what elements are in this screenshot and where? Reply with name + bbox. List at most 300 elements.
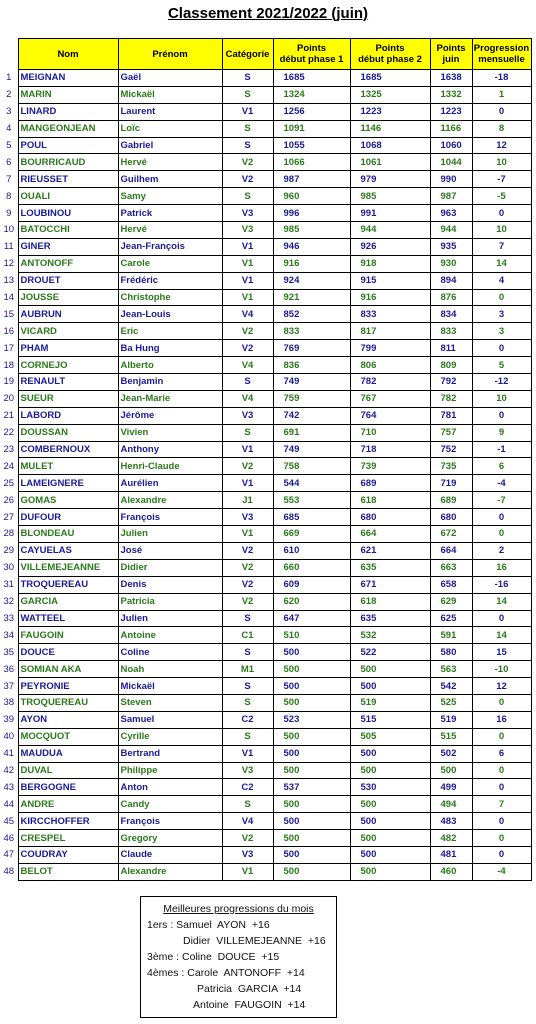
prenom-cell: Julien bbox=[118, 610, 222, 627]
prenom-cell: François bbox=[118, 509, 222, 526]
progression-cell: -5 bbox=[472, 188, 531, 205]
points-phase2-cell: 519 bbox=[350, 694, 430, 711]
points-phase2-cell: 915 bbox=[350, 272, 430, 289]
table-row bbox=[0, 340, 531, 357]
points-juin-cell: 494 bbox=[430, 796, 472, 813]
rank-cell: 12 bbox=[3, 258, 15, 270]
categorie-cell: J1 bbox=[222, 492, 273, 509]
points-phase1-cell: 500 bbox=[273, 678, 350, 695]
points-juin-cell: 1060 bbox=[430, 137, 472, 154]
categorie-cell: V4 bbox=[222, 813, 273, 830]
points-juin-cell: 757 bbox=[430, 424, 472, 441]
points-phase1-cell: 609 bbox=[273, 576, 350, 593]
points-juin-cell: 935 bbox=[430, 238, 472, 255]
nom-cell: POUL bbox=[18, 137, 118, 154]
points-juin-cell: 658 bbox=[430, 576, 472, 593]
rank-cell: 33 bbox=[3, 612, 15, 624]
table-row bbox=[0, 86, 531, 103]
categorie-cell: S bbox=[222, 188, 273, 205]
prenom-cell: Ba Hung bbox=[118, 340, 222, 357]
table-row bbox=[0, 559, 531, 576]
points-phase1-cell: 1055 bbox=[273, 137, 350, 154]
nom-cell: DOUSSAN bbox=[18, 424, 118, 441]
progression-cell: 9 bbox=[472, 424, 531, 441]
prenom-cell: Jean-Louis bbox=[118, 306, 222, 323]
prenom-cell: Gregory bbox=[118, 830, 222, 847]
points-juin-cell: 500 bbox=[430, 762, 472, 779]
table-row bbox=[0, 238, 531, 255]
points-phase2-cell: 505 bbox=[350, 728, 430, 745]
categorie-cell: S bbox=[222, 70, 273, 87]
prenom-cell: Antoine bbox=[118, 627, 222, 644]
prenom-cell: Bertrand bbox=[118, 745, 222, 762]
points-phase2-cell: 918 bbox=[350, 255, 430, 272]
header-progression bbox=[472, 39, 531, 70]
nom-cell: BERGOGNE bbox=[18, 779, 118, 796]
table-row bbox=[0, 103, 531, 120]
points-juin-cell: 591 bbox=[430, 627, 472, 644]
header-phase1-line2: début phase 1 bbox=[279, 54, 344, 65]
points-phase1-cell: 500 bbox=[273, 846, 350, 863]
rank-cell: 48 bbox=[3, 866, 15, 878]
points-phase1-cell: 660 bbox=[273, 559, 350, 576]
points-juin-cell: 987 bbox=[430, 188, 472, 205]
nom-cell: RIEUSSET bbox=[18, 171, 118, 188]
table-row bbox=[0, 542, 531, 559]
points-juin-cell: 563 bbox=[430, 661, 472, 678]
points-phase1-cell: 500 bbox=[273, 762, 350, 779]
nom-cell: MANGEONJEAN bbox=[18, 120, 118, 137]
categorie-cell: V3 bbox=[222, 205, 273, 222]
progression-cell: 14 bbox=[472, 627, 531, 644]
rank-cell: 8 bbox=[6, 190, 12, 202]
rank-cell: 14 bbox=[3, 292, 15, 304]
rank-cell: 15 bbox=[3, 308, 15, 320]
points-phase2-cell: 671 bbox=[350, 576, 430, 593]
rank-cell: 9 bbox=[6, 207, 12, 219]
nom-cell: SOMIAN AKA bbox=[18, 661, 118, 678]
points-juin-cell: 792 bbox=[430, 374, 472, 391]
table-row bbox=[0, 306, 531, 323]
rank-cell: 17 bbox=[3, 342, 15, 354]
prenom-cell: Steven bbox=[118, 694, 222, 711]
points-phase1-cell: 500 bbox=[273, 830, 350, 847]
nom-cell: TROQUEREAU bbox=[18, 694, 118, 711]
points-phase1-cell: 500 bbox=[273, 796, 350, 813]
nom-cell: RENAULT bbox=[18, 374, 118, 391]
rank-cell: 27 bbox=[3, 511, 15, 523]
table-row bbox=[0, 255, 531, 272]
points-juin-cell: 1638 bbox=[430, 70, 472, 87]
points-phase1-cell: 1256 bbox=[273, 103, 350, 120]
rank-cell: 38 bbox=[3, 697, 15, 709]
progression-cell: 8 bbox=[472, 120, 531, 137]
progression-cell: 0 bbox=[472, 205, 531, 222]
rank-cell: 3 bbox=[6, 106, 12, 118]
nom-cell: MULET bbox=[18, 458, 118, 475]
progression-cell: 0 bbox=[472, 509, 531, 526]
points-phase1-cell: 946 bbox=[273, 238, 350, 255]
header-phase2-line1: Points bbox=[375, 43, 405, 54]
nom-cell: MOCQUOT bbox=[18, 728, 118, 745]
prenom-cell: Vivien bbox=[118, 424, 222, 441]
rank-cell: 32 bbox=[3, 596, 15, 608]
table-row bbox=[0, 711, 531, 728]
points-juin-cell: 809 bbox=[430, 357, 472, 374]
points-phase2-cell: 1061 bbox=[350, 154, 430, 171]
progression-cell: -1 bbox=[472, 441, 531, 458]
points-juin-cell: 811 bbox=[430, 340, 472, 357]
points-phase2-cell: 530 bbox=[350, 779, 430, 796]
categorie-cell: S bbox=[222, 610, 273, 627]
table-row bbox=[0, 289, 531, 306]
progression-line: Antoine FAUGOIN +14 bbox=[193, 999, 306, 1011]
prenom-cell: Loïc bbox=[118, 120, 222, 137]
nom-cell: PEYRONIE bbox=[18, 678, 118, 695]
points-juin-cell: 580 bbox=[430, 644, 472, 661]
nom-cell: DOUCE bbox=[18, 644, 118, 661]
table-row bbox=[0, 458, 531, 475]
rank-cell: 24 bbox=[3, 460, 15, 472]
table-row bbox=[0, 745, 531, 762]
points-phase2-cell: 635 bbox=[350, 559, 430, 576]
table-row bbox=[0, 407, 531, 424]
table-row bbox=[0, 492, 531, 509]
points-juin-cell: 519 bbox=[430, 711, 472, 728]
categorie-cell: V1 bbox=[222, 238, 273, 255]
points-phase1-cell: 769 bbox=[273, 340, 350, 357]
header-progression-line2: mensuelle bbox=[478, 54, 525, 65]
points-phase1-cell: 921 bbox=[273, 289, 350, 306]
progression-line: Didier VILLEMEJEANNE +16 bbox=[183, 935, 326, 947]
nom-cell: DROUET bbox=[18, 272, 118, 289]
points-juin-cell: 963 bbox=[430, 205, 472, 222]
prenom-cell: Jean-François bbox=[118, 238, 222, 255]
points-phase2-cell: 1146 bbox=[350, 120, 430, 137]
best-progressions-box bbox=[140, 896, 337, 1018]
progression-cell: 12 bbox=[472, 678, 531, 695]
prenom-cell: Alexandre bbox=[118, 863, 222, 880]
points-phase2-cell: 979 bbox=[350, 171, 430, 188]
categorie-cell: V4 bbox=[222, 357, 273, 374]
prenom-cell: Jean-Marie bbox=[118, 390, 222, 407]
points-phase2-cell: 532 bbox=[350, 627, 430, 644]
rank-cell: 25 bbox=[3, 477, 15, 489]
progression-line: Patricia GARCIA +14 bbox=[197, 983, 302, 995]
header-phase2 bbox=[350, 39, 430, 70]
progression-cell: 14 bbox=[472, 593, 531, 610]
progression-cell: 2 bbox=[472, 542, 531, 559]
rank-cell: 28 bbox=[3, 528, 15, 540]
points-phase2-cell: 500 bbox=[350, 762, 430, 779]
categorie-cell: V3 bbox=[222, 407, 273, 424]
categorie-cell: S bbox=[222, 137, 273, 154]
points-juin-cell: 944 bbox=[430, 222, 472, 239]
points-phase1-cell: 669 bbox=[273, 526, 350, 543]
rank-cell: 26 bbox=[3, 494, 15, 506]
rank-cell: 30 bbox=[3, 562, 15, 574]
table-row bbox=[0, 610, 531, 627]
table-row bbox=[0, 779, 531, 796]
rank-cell: 43 bbox=[3, 781, 15, 793]
progression-cell: 0 bbox=[472, 289, 531, 306]
points-phase1-cell: 852 bbox=[273, 306, 350, 323]
categorie-cell: C2 bbox=[222, 711, 273, 728]
points-phase2-cell: 500 bbox=[350, 863, 430, 880]
points-phase2-cell: 710 bbox=[350, 424, 430, 441]
rank-cell: 37 bbox=[3, 680, 15, 692]
points-phase1-cell: 544 bbox=[273, 475, 350, 492]
points-phase2-cell: 782 bbox=[350, 374, 430, 391]
progression-cell: -4 bbox=[472, 475, 531, 492]
prenom-cell: Noah bbox=[118, 661, 222, 678]
points-phase2-cell: 1685 bbox=[350, 70, 430, 87]
rank-cell: 46 bbox=[3, 832, 15, 844]
table-row bbox=[0, 661, 531, 678]
rank-cell: 45 bbox=[3, 815, 15, 827]
points-juin-cell: 990 bbox=[430, 171, 472, 188]
rank-cell: 44 bbox=[3, 798, 15, 810]
prenom-cell: Patricia bbox=[118, 593, 222, 610]
table-row bbox=[0, 390, 531, 407]
table-row bbox=[0, 374, 531, 391]
table-row bbox=[0, 424, 531, 441]
categorie-cell: S bbox=[222, 374, 273, 391]
points-juin-cell: 664 bbox=[430, 542, 472, 559]
nom-cell: COMBERNOUX bbox=[18, 441, 118, 458]
rank-cell: 20 bbox=[3, 393, 15, 405]
points-juin-cell: 481 bbox=[430, 846, 472, 863]
categorie-cell: V2 bbox=[222, 542, 273, 559]
rank-cell: 47 bbox=[3, 849, 15, 861]
nom-cell: KIRCCHOFFER bbox=[18, 813, 118, 830]
points-juin-cell: 894 bbox=[430, 272, 472, 289]
points-juin-cell: 680 bbox=[430, 509, 472, 526]
points-juin-cell: 460 bbox=[430, 863, 472, 880]
table-row bbox=[0, 762, 531, 779]
nom-cell: GARCIA bbox=[18, 593, 118, 610]
rank-cell: 2 bbox=[6, 89, 12, 101]
categorie-cell: V2 bbox=[222, 154, 273, 171]
categorie-cell: S bbox=[222, 86, 273, 103]
nom-cell: BELOT bbox=[18, 863, 118, 880]
categorie-cell: S bbox=[222, 796, 273, 813]
table-row bbox=[0, 272, 531, 289]
points-phase2-cell: 764 bbox=[350, 407, 430, 424]
progression-cell: 0 bbox=[472, 830, 531, 847]
table-row bbox=[0, 863, 531, 880]
points-phase2-cell: 944 bbox=[350, 222, 430, 239]
nom-cell: FAUGOIN bbox=[18, 627, 118, 644]
prenom-cell: Samy bbox=[118, 188, 222, 205]
prenom-cell: Aurélien bbox=[118, 475, 222, 492]
rank-cell: 23 bbox=[3, 444, 15, 456]
progression-cell: -4 bbox=[472, 863, 531, 880]
page-title: Classement 2021/2022 (juin) bbox=[167, 5, 369, 22]
prenom-cell: Denis bbox=[118, 576, 222, 593]
progression-cell: 7 bbox=[472, 238, 531, 255]
nom-cell: LINARD bbox=[18, 103, 118, 120]
points-juin-cell: 499 bbox=[430, 779, 472, 796]
points-phase1-cell: 500 bbox=[273, 728, 350, 745]
nom-cell: SUEUR bbox=[18, 390, 118, 407]
progression-line: 3ème : Coline DOUCE +15 bbox=[147, 951, 280, 963]
progression-cell: 0 bbox=[472, 340, 531, 357]
points-juin-cell: 834 bbox=[430, 306, 472, 323]
table-row bbox=[0, 205, 531, 222]
points-phase1-cell: 691 bbox=[273, 424, 350, 441]
rank-cell: 22 bbox=[3, 427, 15, 439]
nom-cell: CAYUELAS bbox=[18, 542, 118, 559]
progression-cell: 0 bbox=[472, 846, 531, 863]
categorie-cell: V1 bbox=[222, 289, 273, 306]
header-phase2-line2: début phase 2 bbox=[358, 54, 422, 65]
progression-cell: 16 bbox=[472, 559, 531, 576]
prenom-cell: Coline bbox=[118, 644, 222, 661]
rank-cell: 31 bbox=[3, 579, 15, 591]
points-phase2-cell: 500 bbox=[350, 846, 430, 863]
points-phase2-cell: 500 bbox=[350, 661, 430, 678]
nom-cell: LAMEIGNERE bbox=[18, 475, 118, 492]
points-phase2-cell: 817 bbox=[350, 323, 430, 340]
points-juin-cell: 1166 bbox=[430, 120, 472, 137]
categorie-cell: V2 bbox=[222, 171, 273, 188]
table-row bbox=[0, 796, 531, 813]
categorie-cell: V1 bbox=[222, 526, 273, 543]
nom-cell: DUVAL bbox=[18, 762, 118, 779]
progression-cell: 6 bbox=[472, 458, 531, 475]
points-phase1-cell: 985 bbox=[273, 222, 350, 239]
progression-cell: -12 bbox=[472, 374, 531, 391]
table-row bbox=[0, 830, 531, 847]
points-phase1-cell: 758 bbox=[273, 458, 350, 475]
points-juin-cell: 672 bbox=[430, 526, 472, 543]
progression-cell: 14 bbox=[472, 255, 531, 272]
prenom-cell: Benjamin bbox=[118, 374, 222, 391]
progression-cell: 7 bbox=[472, 796, 531, 813]
progression-cell: -18 bbox=[472, 70, 531, 87]
table-row bbox=[0, 441, 531, 458]
points-phase1-cell: 836 bbox=[273, 357, 350, 374]
points-juin-cell: 782 bbox=[430, 390, 472, 407]
progression-cell: 0 bbox=[472, 813, 531, 830]
table-row bbox=[0, 188, 531, 205]
points-phase1-cell: 987 bbox=[273, 171, 350, 188]
prenom-cell: Cyrille bbox=[118, 728, 222, 745]
points-phase2-cell: 500 bbox=[350, 796, 430, 813]
points-phase1-cell: 833 bbox=[273, 323, 350, 340]
progression-cell: 15 bbox=[472, 644, 531, 661]
points-phase2-cell: 522 bbox=[350, 644, 430, 661]
categorie-cell: S bbox=[222, 120, 273, 137]
progression-cell: 12 bbox=[472, 137, 531, 154]
points-phase1-cell: 510 bbox=[273, 627, 350, 644]
categorie-cell: S bbox=[222, 728, 273, 745]
rank-cell: 34 bbox=[3, 629, 15, 641]
table-row bbox=[0, 593, 531, 610]
points-juin-cell: 833 bbox=[430, 323, 472, 340]
rank-cell: 6 bbox=[6, 156, 12, 168]
progression-cell: 4 bbox=[472, 272, 531, 289]
points-juin-cell: 689 bbox=[430, 492, 472, 509]
header-juin-line1: Points bbox=[436, 43, 466, 54]
progression-cell: 0 bbox=[472, 610, 531, 627]
points-phase2-cell: 799 bbox=[350, 340, 430, 357]
rank-cell: 42 bbox=[3, 764, 15, 776]
points-phase1-cell: 647 bbox=[273, 610, 350, 627]
table-row bbox=[0, 813, 531, 830]
points-phase1-cell: 500 bbox=[273, 863, 350, 880]
points-juin-cell: 876 bbox=[430, 289, 472, 306]
rank-cell: 40 bbox=[3, 731, 15, 743]
prenom-cell: Philippe bbox=[118, 762, 222, 779]
header-juin-line2: juin bbox=[442, 54, 460, 65]
nom-cell: BOURRICAUD bbox=[18, 154, 118, 171]
prenom-cell: Carole bbox=[118, 255, 222, 272]
points-phase2-cell: 833 bbox=[350, 306, 430, 323]
rank-cell: 1 bbox=[6, 72, 12, 84]
points-phase1-cell: 759 bbox=[273, 390, 350, 407]
prenom-cell: Patrick bbox=[118, 205, 222, 222]
points-phase1-cell: 996 bbox=[273, 205, 350, 222]
progression-cell: 16 bbox=[472, 711, 531, 728]
prenom-cell: Julien bbox=[118, 526, 222, 543]
header-progression-line1: Progression bbox=[473, 43, 530, 54]
progression-cell: 10 bbox=[472, 390, 531, 407]
rank-cell: 19 bbox=[3, 376, 15, 388]
nom-cell: AYON bbox=[18, 711, 118, 728]
categorie-cell: V2 bbox=[222, 576, 273, 593]
table-row bbox=[0, 644, 531, 661]
table-row bbox=[0, 728, 531, 745]
header-phase1 bbox=[273, 39, 350, 70]
points-juin-cell: 781 bbox=[430, 407, 472, 424]
categorie-cell: V1 bbox=[222, 863, 273, 880]
points-phase2-cell: 689 bbox=[350, 475, 430, 492]
points-phase1-cell: 620 bbox=[273, 593, 350, 610]
points-phase2-cell: 991 bbox=[350, 205, 430, 222]
points-phase1-cell: 610 bbox=[273, 542, 350, 559]
progression-cell: 5 bbox=[472, 357, 531, 374]
points-phase1-cell: 500 bbox=[273, 745, 350, 762]
prenom-cell: Henri-Claude bbox=[118, 458, 222, 475]
categorie-cell: V1 bbox=[222, 745, 273, 762]
points-phase1-cell: 500 bbox=[273, 694, 350, 711]
prenom-cell: Didier bbox=[118, 559, 222, 576]
rank-cell: 16 bbox=[3, 325, 15, 337]
progression-cell: -10 bbox=[472, 661, 531, 678]
rank-cell: 29 bbox=[3, 545, 15, 557]
progression-cell: -16 bbox=[472, 576, 531, 593]
points-phase2-cell: 916 bbox=[350, 289, 430, 306]
categorie-cell: S bbox=[222, 694, 273, 711]
rank-cell: 4 bbox=[6, 123, 12, 135]
points-phase2-cell: 926 bbox=[350, 238, 430, 255]
points-phase2-cell: 500 bbox=[350, 745, 430, 762]
categorie-cell: V4 bbox=[222, 390, 273, 407]
categorie-cell: C2 bbox=[222, 779, 273, 796]
progression-cell: 0 bbox=[472, 728, 531, 745]
points-phase1-cell: 916 bbox=[273, 255, 350, 272]
points-phase2-cell: 680 bbox=[350, 509, 430, 526]
prenom-cell: Hervé bbox=[118, 154, 222, 171]
nom-cell: LOUBINOU bbox=[18, 205, 118, 222]
categorie-cell: V1 bbox=[222, 272, 273, 289]
categorie-cell: V4 bbox=[222, 306, 273, 323]
progression-cell: 0 bbox=[472, 694, 531, 711]
points-phase2-cell: 718 bbox=[350, 441, 430, 458]
categorie-cell: V1 bbox=[222, 255, 273, 272]
